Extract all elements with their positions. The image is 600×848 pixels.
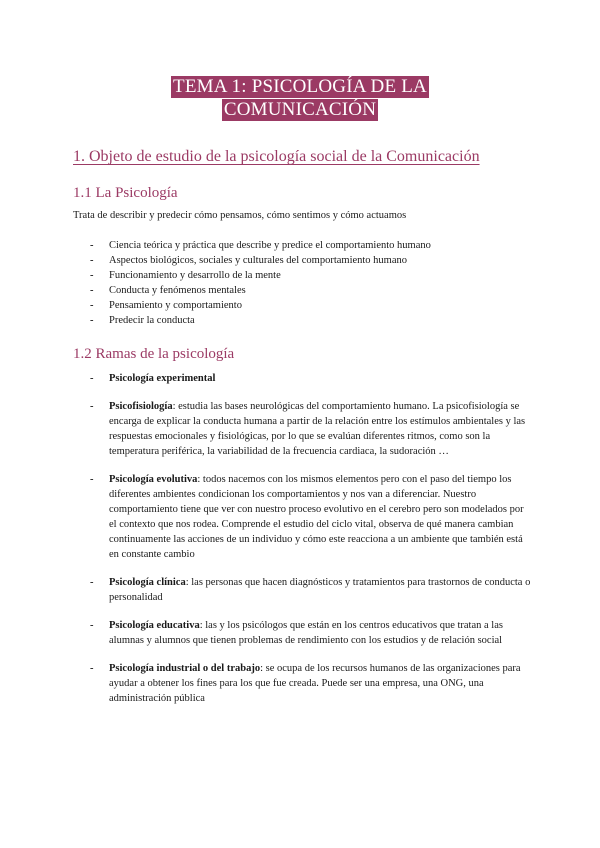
branch-text: : las personas que hacen diagnósticos y tratamientos para trastornos de conducta o personalidad bbox=[109, 577, 531, 603]
title-line-2: COMUNICACIÓN bbox=[223, 99, 377, 120]
psychology-list bbox=[73, 238, 431, 328]
bullet-dash: - bbox=[90, 300, 94, 311]
bullet-dash: - bbox=[90, 577, 94, 588]
branch-name: Psicología clínica bbox=[109, 577, 186, 588]
list-item-text: Pensamiento y comportamiento bbox=[109, 300, 242, 311]
list-item bbox=[73, 399, 533, 459]
branches-list bbox=[73, 371, 533, 706]
list-item-text: Aspectos biológicos, sociales y culturales del comportamiento humano bbox=[109, 255, 408, 266]
list-item bbox=[73, 575, 533, 605]
subsection-heading-1-2: 1.2 Ramas de la psicología bbox=[73, 346, 235, 362]
branch-text: : las y los psicólogos que están en los centros educativos que tratan a las alumnas y alumnos que tienen problemas de rendimiento con los estudios y de relación social bbox=[109, 620, 503, 646]
section-heading-1: 1. Objeto de estudio de la psicología social de la Comunicación bbox=[73, 148, 480, 165]
list-item bbox=[73, 371, 533, 386]
document-title bbox=[0, 76, 600, 122]
bullet-dash: - bbox=[90, 255, 94, 266]
branch-name: Psicología industrial o del trabajo bbox=[109, 663, 261, 674]
list-item bbox=[73, 283, 431, 298]
bullet-dash: - bbox=[90, 315, 94, 326]
list-item-text: Conducta y fenómenos mentales bbox=[109, 285, 246, 296]
list-item bbox=[73, 313, 431, 328]
list-item bbox=[73, 253, 431, 268]
branch-text: : todos nacemos con los mismos elementos pero con el paso del tiempo los diferentes ambientes condicionan los comportamientos y nos van a diferenciar. Nuestro comportamiento tiene que ver con nuestro proceso evolutivo en el cerebro pero son modelados por el contexto que nos rodea. Comprende el estudio del ciclo vital, observa de qué manera cambian continuamente las acciones de un individuo y cómo este reacciona a un ambiente que también está en constante cambio bbox=[109, 474, 524, 560]
bullet-dash: - bbox=[90, 270, 94, 281]
bullet-dash: - bbox=[90, 285, 94, 296]
bullet-dash: - bbox=[90, 663, 94, 674]
subsection-heading-1-1: 1.1 La Psicología bbox=[73, 185, 178, 201]
branch-name: Psicología experimental bbox=[109, 373, 216, 384]
branch-text: : se ocupa de los recursos humanos de las organizaciones para ayudar a obtener los fines para los que fue creada. Puede ser una empresa, una ONG, una administración pública bbox=[109, 663, 521, 704]
bullet-dash: - bbox=[90, 373, 94, 384]
list-item-text: Ciencia teórica y práctica que describe y predice el comportamiento humano bbox=[109, 240, 431, 251]
intro-paragraph: Trata de describir y predecir cómo pensamos, cómo sentimos y cómo actuamos bbox=[73, 210, 407, 221]
list-item-text: Predecir la conducta bbox=[109, 315, 195, 326]
list-item bbox=[73, 618, 533, 648]
list-item bbox=[73, 661, 533, 706]
branch-text: : estudia las bases neurológicas del comportamiento humano. La psicofisiología se encarga de explicar la conducta humana a partir de la relación entre los estímulos ambientales y las respuestas emocionales y fisiológicas, por lo que se evalúan diferentes ritmos, como son la temperatura periférica, la variabilidad de la frecuencia cardiaca, la sudoración … bbox=[109, 401, 526, 457]
list-item bbox=[73, 472, 533, 562]
title-line-1: TEMA 1: PSICOLOGÍA DE LA bbox=[173, 76, 427, 97]
branch-name: Psicología educativa bbox=[109, 620, 200, 631]
bullet-dash: - bbox=[90, 620, 94, 631]
list-item bbox=[73, 238, 431, 253]
list-item bbox=[73, 268, 431, 283]
bullet-dash: - bbox=[90, 240, 94, 251]
bullet-dash: - bbox=[90, 474, 94, 485]
branch-name: Psicología evolutiva bbox=[109, 474, 198, 485]
list-item bbox=[73, 298, 431, 313]
list-item-text: Funcionamiento y desarrollo de la mente bbox=[109, 270, 281, 281]
branch-name: Psicofisiología bbox=[109, 401, 173, 412]
bullet-dash: - bbox=[90, 401, 94, 412]
